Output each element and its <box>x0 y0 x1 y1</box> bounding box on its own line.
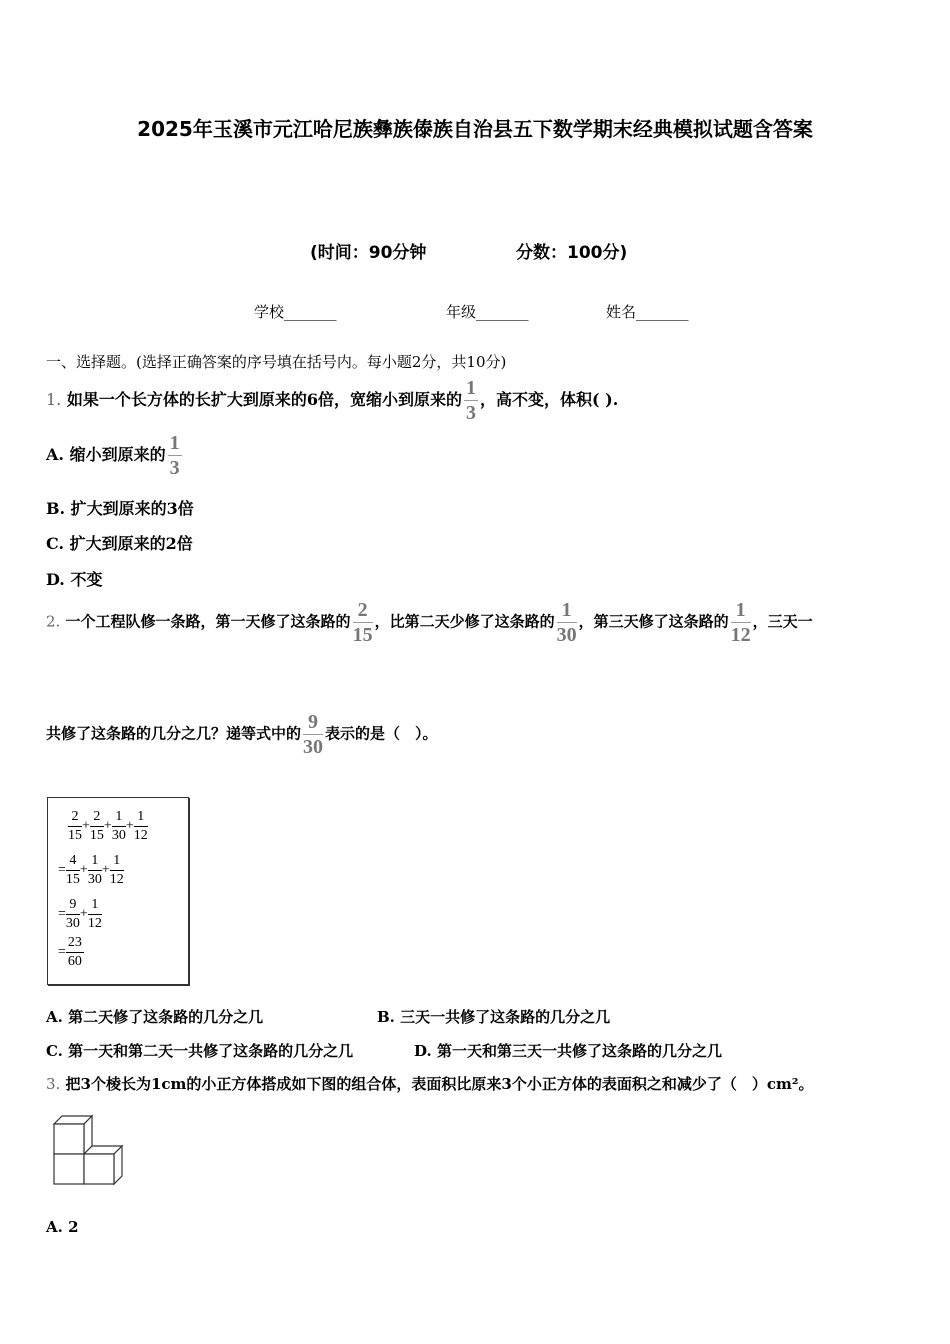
q2-option-a: A. 第二天修了这条路的几分之几 <box>46 1008 264 1026</box>
question-2-cont: 共修了这条路的几分之几？递等式中的 $\frac{9}{30}$ 表示的是（ ）。 <box>46 711 438 758</box>
question-1 <box>46 378 618 423</box>
fraction: $\frac{1}{3}$ <box>169 432 180 479</box>
q2-option-b: B. 三天一共修了这条路的几分之几 <box>377 1008 611 1026</box>
fraction: $\frac{1}{30}$ <box>556 599 577 646</box>
equation-box <box>47 797 189 985</box>
fraction: $\frac{1}{3}$ <box>465 377 476 424</box>
q3-option-a: A. 2 <box>46 1218 79 1236</box>
exam-time: (时间：90分钟 <box>310 243 427 263</box>
name-field: 姓名_______ <box>606 303 689 321</box>
equation-line-3: = $\frac{9}{30}$ + $\frac{1}{12}$ <box>58 897 102 931</box>
school-field: 学校_______ <box>254 303 337 321</box>
equation-line-2: = $\frac{4}{15}$ + $\frac{1}{30}$ + $\frac{1}{12}$ <box>58 853 124 887</box>
question-text: 如果一个长方体的长扩大到原来的6倍，宽缩小到原来的 <box>66 390 462 409</box>
q2-option-d: D. 第一天和第三天一共修了这条路的几分之几 <box>414 1042 722 1060</box>
equation-line-1: $\frac{2}{15}$ + $\frac{2}{15}$ + $\frac{1}{30}$ + $\frac{1}{12}$ <box>68 809 148 843</box>
option-b: B. 扩大到原来的3倍 <box>46 499 194 518</box>
grade-field: 年级_______ <box>446 303 529 321</box>
question-number: 1. <box>46 390 62 409</box>
equation-line-4: = $\frac{23}{60}$ <box>58 935 82 969</box>
option-d: D. 不变 <box>46 570 103 589</box>
document-title: 2025年玉溪市元江哈尼族彝族傣族自治县五下数学期末经典模拟试题含答案 <box>137 117 813 141</box>
cube-figure <box>52 1112 126 1186</box>
option-c: C. 扩大到原来的2倍 <box>46 534 193 553</box>
question-text: ，高不变，体积( ). <box>479 390 619 409</box>
q2-option-c: C. 第一天和第二天一共修了这条路的几分之几 <box>46 1042 354 1060</box>
question-number: 2. <box>46 612 61 631</box>
fraction: $\frac{2}{15}$ <box>352 599 373 646</box>
exam-score: 分数：100分) <box>516 243 628 263</box>
option-a: A. 缩小到原来的 $\frac{1}{3}$ <box>46 432 180 479</box>
fraction: $\frac{9}{30}$ <box>303 711 324 758</box>
fraction: $\frac{1}{12}$ <box>730 599 751 646</box>
question-2: 2. 一个工程队修一条路，第一天修了这条路的 $\frac{2}{15}$ ，比第二天少修了这条路的 $\frac{1}{30}$ ，第三天修了这条路的 $\frac{1}{12}$ ，三天一 <box>46 599 813 646</box>
question-3: 3. 把3个棱长为1cm的小正方体搭成如下图的组合体，表面积比原来3个小正方体的表面积之和减少了（ ）cm²。 <box>46 1075 814 1093</box>
section-heading: 一、选择题。(选择正确答案的序号填在括号内。每小题2分，共10分) <box>46 353 507 371</box>
